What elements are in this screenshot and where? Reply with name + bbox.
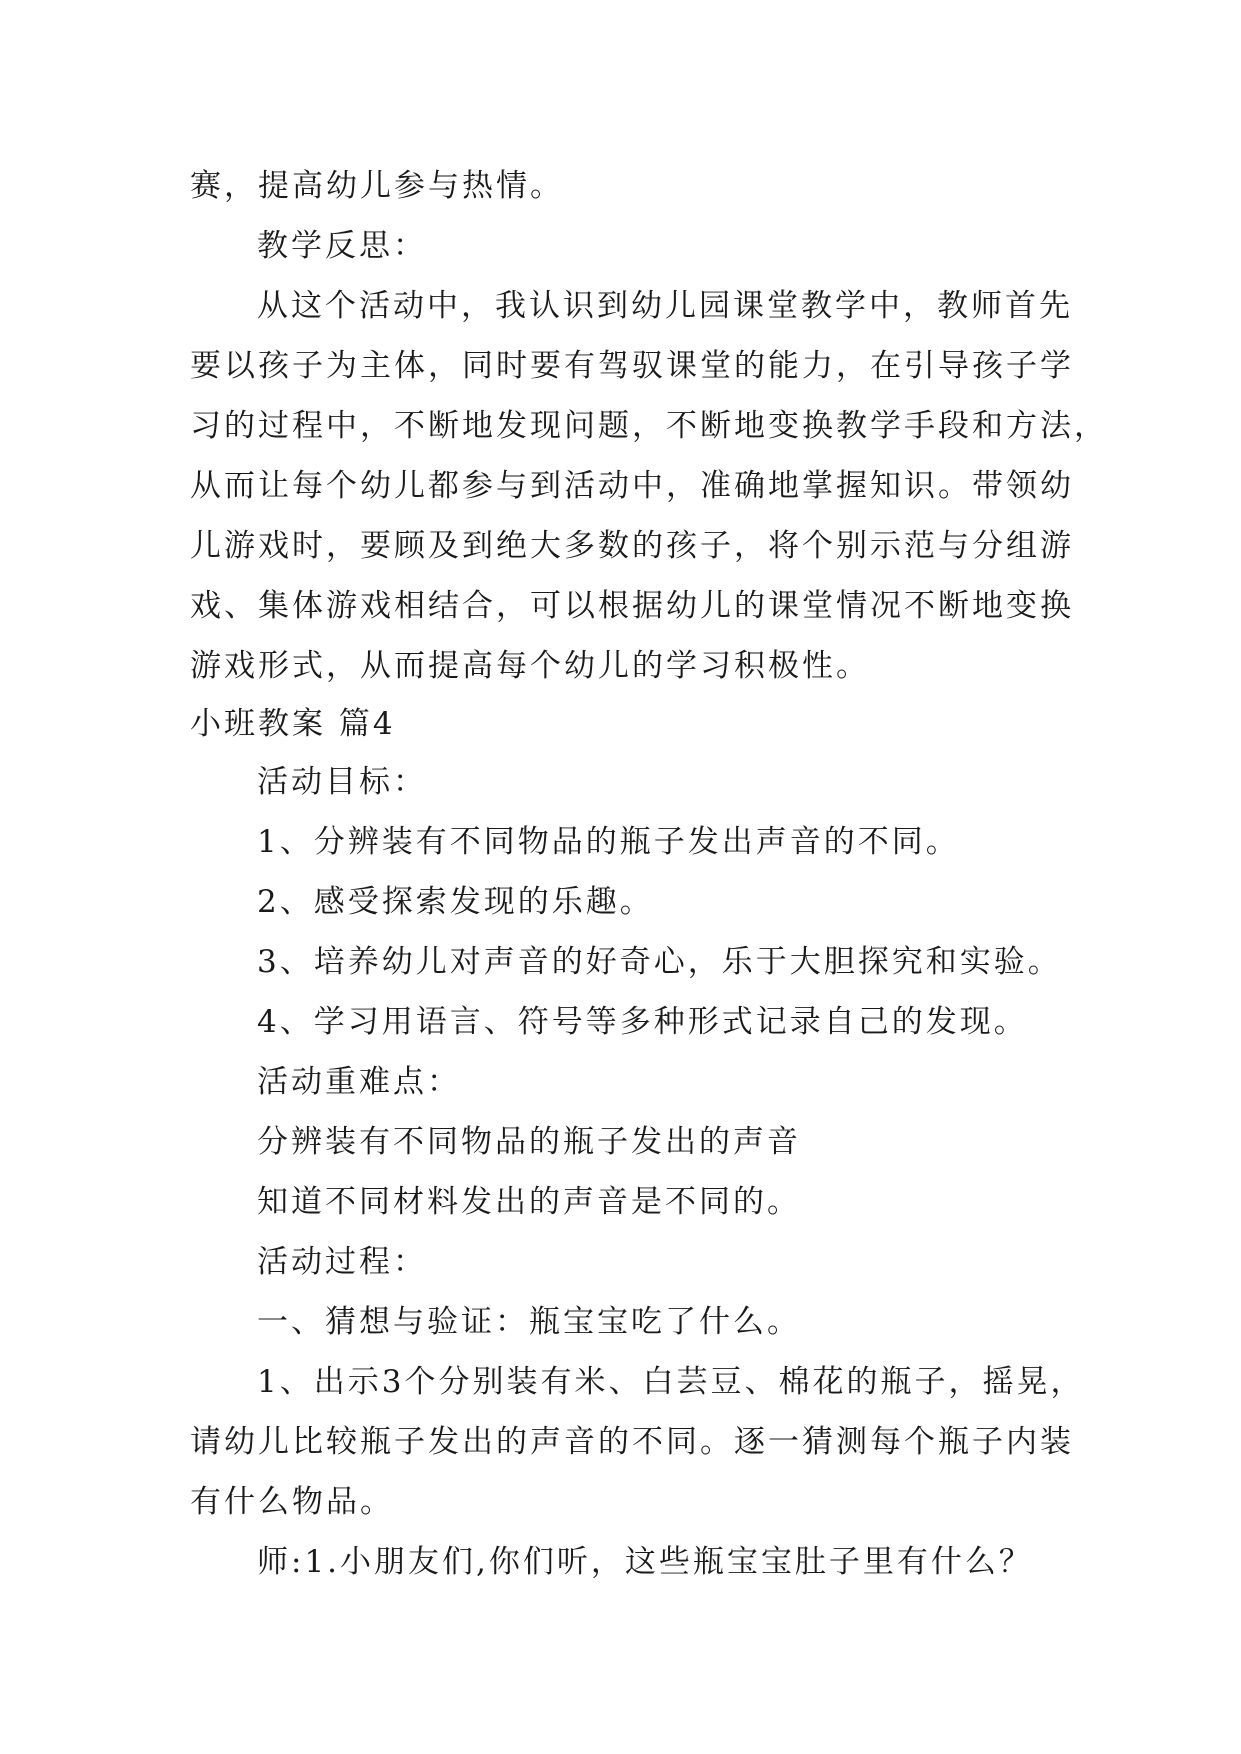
goal-item: 4、学习用语言、符号等多种形式记录自己的发现。 (257, 1004, 1028, 1040)
text-line: 一、猜想与验证：瓶宝宝吃了什么。 (257, 1304, 801, 1340)
goal-item: 1、分辨装有不同物品的瓶子发出声音的不同。 (257, 824, 960, 860)
text-line: 请幼儿比较瓶子发出的声音的不同。逐一猜测每个瓶子内装 (190, 1424, 1074, 1460)
text-line: 戏、集体游戏相结合，可以根据幼儿的课堂情况不断地变换 (190, 588, 1074, 624)
lesson-title: 小班教案 篇4 (190, 706, 396, 742)
section-heading-reflection: 教学反思： (257, 228, 427, 264)
section-heading-key-points: 活动重难点： (257, 1064, 461, 1100)
text-line: 习的过程中，不断地发现问题，不断地变换教学手段和方法， (190, 408, 1108, 444)
text-line: 1、出示3个分别装有米、白芸豆、棉花的瓶子，摇晃， (257, 1364, 1085, 1400)
text-line: 赛，提高幼儿参与热情。 (190, 168, 564, 204)
text-line: 有什么物品。 (190, 1484, 394, 1520)
text-line: 从而让每个幼儿都参与到活动中，准确地掌握知识。带领幼 (190, 468, 1074, 504)
section-heading-goals: 活动目标： (257, 764, 427, 800)
text-line: 知道不同材料发出的声音是不同的。 (257, 1184, 801, 1220)
text-line: 儿游戏时，要顾及到绝大多数的孩子，将个别示范与分组游 (190, 528, 1074, 564)
goal-item: 2、感受探索发现的乐趣。 (257, 884, 654, 920)
goal-item: 3、培养幼儿对声音的好奇心，乐于大胆探究和实验。 (257, 944, 1062, 980)
text-line: 要以孩子为主体，同时要有驾驭课堂的能力，在引导孩子学 (190, 348, 1074, 384)
text-line: 游戏形式，从而提高每个幼儿的学习积极性。 (190, 648, 870, 684)
text-line: 分辨装有不同物品的瓶子发出的声音 (257, 1124, 801, 1160)
section-heading-process: 活动过程： (257, 1244, 427, 1280)
text-line: 从这个活动中，我认识到幼儿园课堂教学中，教师首先 (257, 288, 1073, 324)
text-line: 师:1.小朋友们,你们听，这些瓶宝宝肚子里有什么？ (257, 1544, 1033, 1580)
